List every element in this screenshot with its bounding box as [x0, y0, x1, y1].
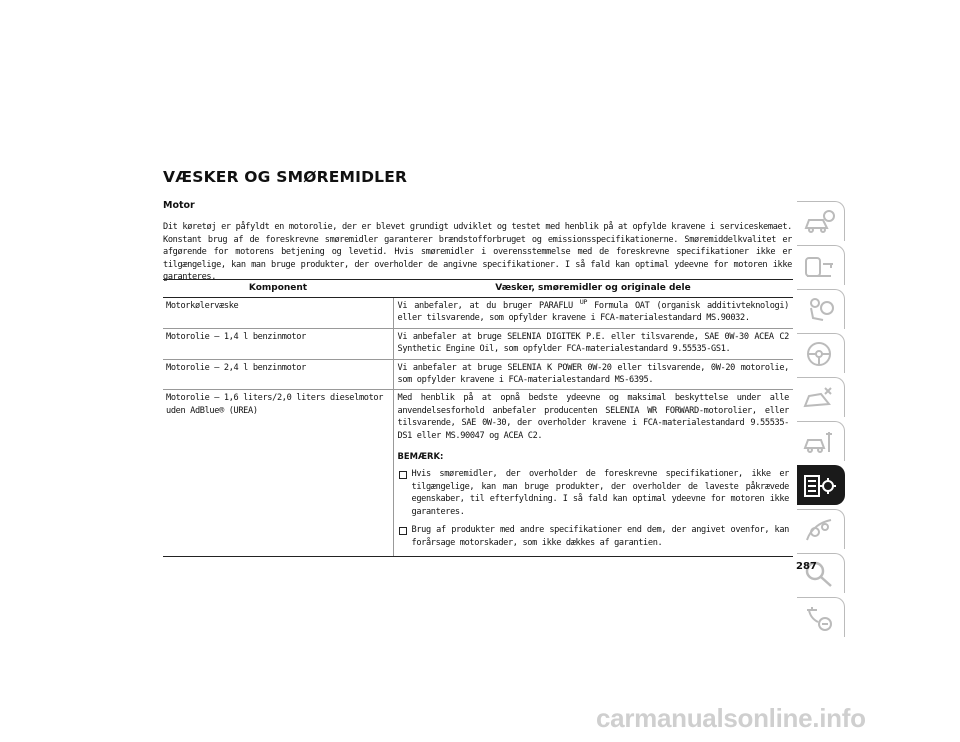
column-header-component: Komponent — [163, 280, 393, 298]
steering-wheel-icon — [801, 338, 837, 370]
multimedia-icon — [801, 514, 837, 546]
component-cell: Motorolie – 1,4 l benzinmotor — [163, 328, 393, 359]
table-row — [163, 328, 793, 359]
checkbox-bullet-icon — [399, 527, 407, 535]
spec-text: Vi anbefaler, at du bruger PARAFLU — [397, 301, 580, 311]
table-row — [163, 359, 793, 390]
note-bullet — [398, 524, 790, 549]
section-heading: Motor — [163, 200, 195, 211]
checkbox-bullet-icon — [399, 471, 407, 479]
note-text: Brug af produkter med andre specifikationer end dem, der angivet ovenfor, kan forårsage motorskader, som ikke dækkes af garantien. — [411, 525, 789, 548]
table-row — [163, 390, 793, 556]
spec-cell: Vi anbefaler at bruge SELENIA DIGITEK P.E. eller tilsvarende, SAE 0W-30 ACEA C2 Synthetic Engine Oil, som opfylder FCA-materialestandard 9.55535-GS1. — [393, 328, 793, 359]
chapter-tab[interactable] — [797, 245, 845, 285]
page-title: VÆSKER OG SMØREMIDLER — [163, 168, 408, 186]
chapter-tabs — [797, 201, 845, 641]
chapter-tab[interactable] — [797, 201, 845, 241]
page-number: 287 — [796, 561, 817, 572]
chapter-tab[interactable] — [797, 597, 845, 637]
note-label: BEMÆRK: — [397, 451, 444, 462]
component-cell: Motorkølervæske — [163, 298, 393, 329]
car-info-icon — [801, 206, 837, 238]
car-key-icon — [801, 250, 837, 282]
specifications-gear-icon — [801, 470, 837, 502]
table-row — [163, 298, 793, 329]
spec-cell — [393, 390, 793, 556]
intro-paragraph: Dit køretøj er påfyldt en motorolie, der er blevet grundigt udviklet og testet med henblik på at opfylde kravene i serviceskemaet. Konstant brug af de foreskrevne smøremidler garanterer brændstofforbruget og emissionsspecifikationerne. Smøremiddelkvalitet er afgørende for motorens betjening og levetid. Hvis smøremidler i overensstemmelse med de foreskrevne specifikationer ikke er tilgængelige, kan man bruge produkter, der overholder de angivne specifikationer. I så fald kan optimal ydeevne for motoren ikke garanteres. — [163, 222, 792, 283]
spec-text: Med henblik på at opnå bedste ydeevne og maksimal beskyttelse under alle anvendelsesforhold anbefaler producenten SELENIA WR FORWARD-motorolier, eller tilsvarende, SAE 0W-30, der overholder kravene i FCA-materialestandard 9.55535-DS1 eller MS.90047 og ACEA C2. — [397, 393, 789, 441]
component-cell: Motorolie – 1,6 liters/2,0 liters dieselmotor uden AdBlue® (UREA) — [163, 390, 393, 556]
chapter-tab[interactable] — [797, 333, 845, 373]
chapter-tab[interactable] — [797, 377, 845, 417]
car-service-icon — [801, 426, 837, 458]
car-crash-icon — [801, 382, 837, 414]
chapter-tab-specifications[interactable] — [797, 465, 845, 505]
fluids-table — [163, 279, 793, 557]
airbag-seat-icon — [801, 294, 837, 326]
chapter-tab[interactable] — [797, 509, 845, 549]
chapter-tab[interactable] — [797, 289, 845, 329]
spec-cell: Vi anbefaler at bruge SELENIA K POWER 0W-20 eller tilsvarende, 0W-20 motorolie, som opfylder kravene i FCA-materialestandard MS-6395. — [393, 359, 793, 390]
language-icon — [801, 602, 837, 634]
component-cell: Motorolie – 2,4 l benzinmotor — [163, 359, 393, 390]
superscript-up: UP — [579, 298, 588, 306]
note-text: Hvis smøremidler, der overholder de foreskrevne specifikationer, ikke er tilgængelige, kan man bruge produkter, der overholder de laveste påkrævede egenskaber, til efterfyldning. I så fald kan optimal ydeevne for motoren ikke garanteres. — [411, 469, 789, 517]
column-header-fluids: Væsker, smøremidler og originale dele — [393, 280, 793, 298]
watermark-text: carmanualsonline.info — [596, 703, 866, 733]
note-bullet — [398, 468, 790, 518]
table-header-row — [163, 280, 793, 298]
spec-cell — [393, 298, 793, 329]
chapter-tab[interactable] — [797, 421, 845, 461]
chapter-tab[interactable] — [797, 553, 845, 593]
spec-text: Formula OAT (organisk additivteknologi) eller tilsvarende, som opfylder kravene i FCA-materialestandard MS.90032. — [397, 301, 789, 324]
